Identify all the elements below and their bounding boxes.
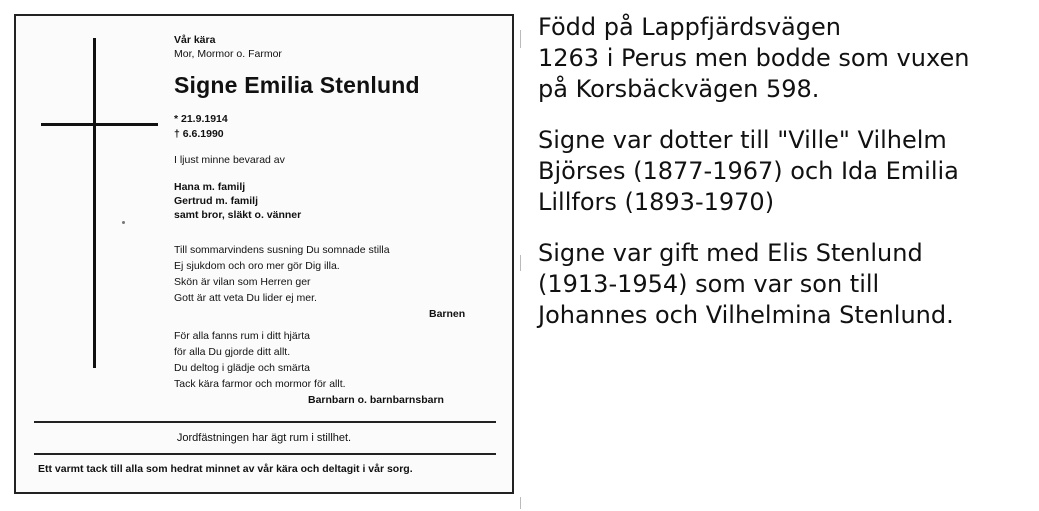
verse-line: för alla Du gjorde ditt allt.: [174, 346, 291, 358]
scan-edge-mark: [520, 497, 521, 509]
birth-date: * 21.9.1914: [174, 113, 228, 125]
cross-icon-bar: [41, 123, 158, 126]
scan-edge-mark: [520, 255, 521, 271]
scan-edge-mark: [520, 30, 521, 48]
death-date: † 6.6.1990: [174, 128, 224, 140]
print-speck: [122, 221, 125, 224]
verse-line: Tack kära farmor och mormor för allt.: [174, 378, 346, 390]
obituary-notice: [14, 14, 514, 494]
thanks-note: Ett varmt tack till alla som hedrat minnet av vår kära och deltagit i vår sorg.: [38, 463, 413, 475]
verse-line: Gott är att veta Du lider ej mer.: [174, 292, 317, 304]
bio-paragraph: Född på Lappfjärdsvägen 1263 i Perus men bodde som vuxen på Korsbäckvägen 598.: [538, 13, 970, 103]
deceased-name: Signe Emilia Stenlund: [174, 72, 420, 98]
verse-line: För alla fanns rum i ditt hjärta: [174, 330, 310, 342]
cross-icon: [93, 38, 96, 368]
verse-line: Till sommarvindens susning Du somnade stilla: [174, 244, 390, 256]
biography: [538, 12, 1033, 351]
verse-signature: Barnbarn o. barnbarnsbarn: [308, 394, 444, 406]
mourner: Gertrud m. familj: [174, 195, 259, 207]
divider: [34, 453, 496, 455]
divider: [34, 421, 496, 423]
relations: Mor, Mormor o. Farmor: [174, 48, 282, 60]
mourner: Hana m. familj: [174, 181, 246, 193]
salutation: Vår kära: [174, 34, 216, 46]
verse-line: Skön är vilan som Herren ger: [174, 276, 311, 288]
verse-line: Ej sjukdom och oro mer gör Dig illa.: [174, 260, 340, 272]
bio-paragraph: Signe var dotter till "Ville" Vilhelm Björses (1877-1967) och Ida Emilia Lillfors (1893-1970): [538, 126, 959, 216]
verse-line: Du deltog i glädje och smärta: [174, 362, 310, 374]
bio-paragraph: Signe var gift med Elis Stenlund (1913-1954) som var son till Johannes och Vilhelmina Stenlund.: [538, 239, 954, 329]
funeral-note: Jordfästningen har ägt rum i stillhet.: [176, 432, 352, 444]
mourner: samt bror, släkt o. vänner: [174, 209, 302, 221]
memory-line: I ljust minne bevarad av: [174, 154, 285, 166]
verse-signature: Barnen: [429, 308, 466, 320]
